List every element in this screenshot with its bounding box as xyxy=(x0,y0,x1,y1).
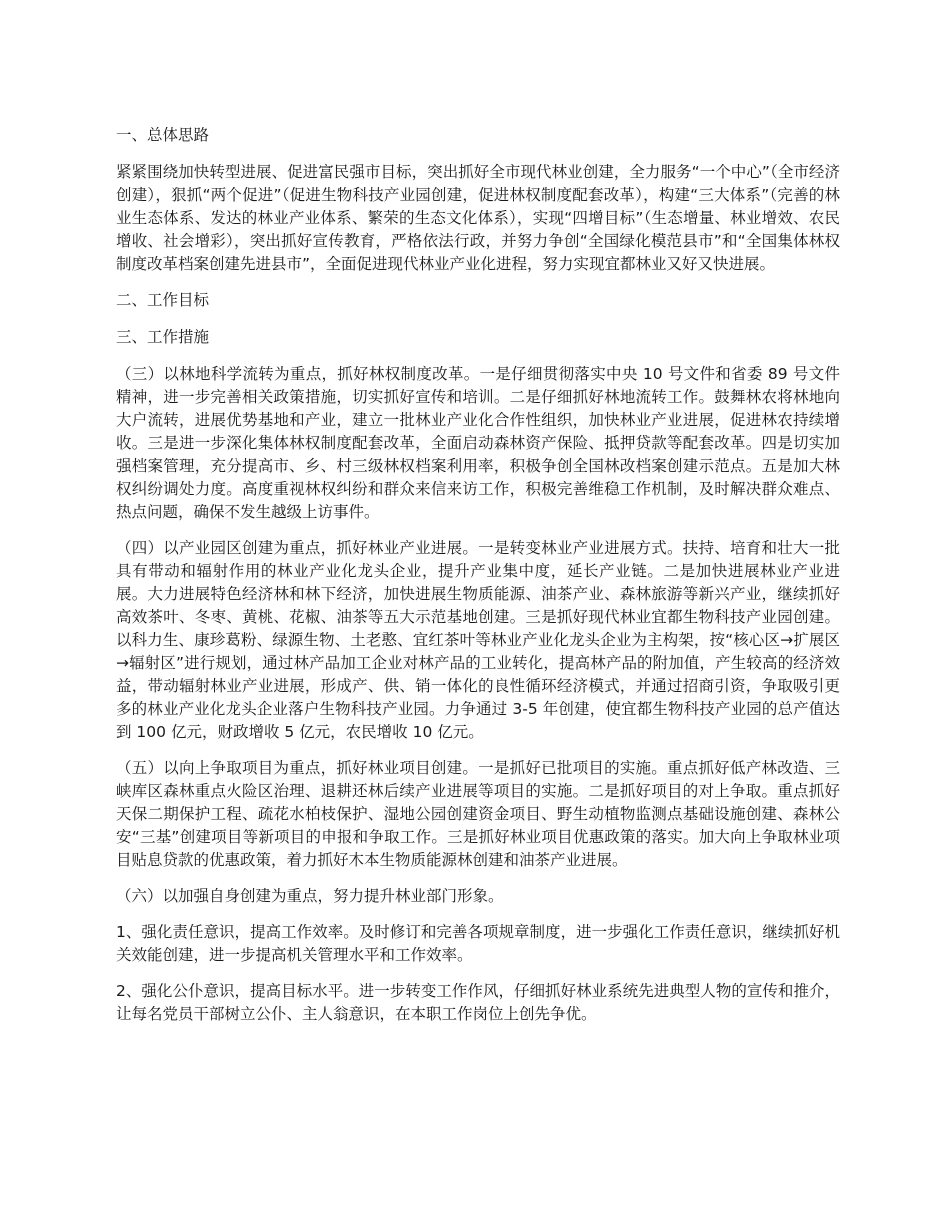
paragraph-measure-3-forest-rights: （三）以林地科学流转为重点，抓好林权制度改革。一是仔细贯彻落实中央 10 号文件和省委 89 号文件精神，进一步完善相关政策措施，切实抓好宣传和培训。二是仔细抓好林地流转工作。鼓舞林农将林地向大户流转，进展优势基地和产业，建立一批林业产业化合作性组织，加快林业产业进展，促进林农持续增收。三是进一步深化集体林权制度配套改革，全面启动森林资产保险、抵押贷款等配套改革。四是切实加强档案管理，充分提高市、乡、村三级林权档案利用率，积极争创全国林改档案创建示范点。五是加大林权纠纷调处力度。高度重视林权纠纷和群众来信来访工作，积极完善维稳工作机制，及时解决群众难点、热点问题，确保不发生越级上访事件。 xyxy=(116,365,840,521)
section-heading-overall-approach: 一、总体思路 xyxy=(116,126,210,144)
paragraph-item-2-public-servant: 2、强化公仆意识，提高目标水平。进一步转变工作作风，仔细抓好林业系统先进典型人物的宣传和推介，让每名党员干部树立公仆、主人翁意识，在本职工作岗位上创先争优。 xyxy=(116,982,840,1023)
section-heading-work-goals: 二、工作目标 xyxy=(116,291,210,309)
paragraph-overall-approach: 紧紧围绕加快转型进展、促进富民强市目标，突出抓好全市现代林业创建，全力服务“一个中心”（全市经济创建），狠抓“两个促进”（促进生物科技产业园创建，促进林权制度配套改革），构建“三大体系”（完善的林业生态体系、发达的林业产业体系、繁荣的生态文化体系），实现“四增目标”（生态增量、林业增效、农民增收、社会增彩），突出抓好宣传教育，严格依法行政，并努力争创“全国绿化模范县市”和“全国集体林权制度改革档案创建先进县市”，全面促进现代林业产业化进程，努力实现宜都林业又好又快进展。 xyxy=(116,163,840,273)
paragraph-measure-4-industry-park: （四）以产业园区创建为重点，抓好林业产业进展。一是转变林业产业进展方式。扶持、培育和壮大一批具有带动和辐射作用的林业产业化龙头企业，提升产业集中度，延长产业链。二是加快进展林业产业进展。大力进展特色经济林和林下经济，加快进展生物质能源、油茶产业、森林旅游等新兴产业，继续抓好高效茶叶、冬枣、黄桃、花椒、油茶等五大示范基地创建。三是抓好现代林业宜都生物科技产业园创建。以科力生、康珍葛粉、绿源生物、土老憨、宜红茶叶等林业产业化龙头企业为主构架，按“核心区→扩展区→辐射区”进行规划，通过林产品加工企业对林产品的工业转化，提高林产品的附加值，产生较高的经济效益，带动辐射林业产业进展，形成产、供、销一体化的良性循环经济模式，并通过招商引资，争取吸引更多的林业产业化龙头企业落户生物科技产业园。力争通过 3-5 年创建，使宜都生物科技产业园的总产值达到 100 亿元，财政增收 5 亿元，农民增收 10 亿元。 xyxy=(116,539,840,741)
document-body xyxy=(116,124,840,1039)
section-heading-work-measures: 三、工作措施 xyxy=(116,328,210,346)
paragraph-measure-5-projects: （五）以向上争取项目为重点，抓好林业项目创建。一是抓好已批项目的实施。重点抓好低产林改造、三峡库区森林重点火险区治理、退耕还林后续产业进展等项目的实施。二是抓好项目的对上争取。重点抓好天保二期保护工程、疏花水柏枝保护、湿地公园创建资金项目、野生动植物监测点基础设施创建、森林公安“三基”创建项目等新项目的申报和争取工作。三是抓好林业项目优惠政策的落实。加大向上争取林业项目贴息贷款的优惠政策，着力抓好木本生物质能源林创建和油茶产业进展。 xyxy=(116,759,840,869)
paragraph-item-1-responsibility: 1、强化责任意识，提高工作效率。及时修订和完善各项规章制度，进一步强化工作责任意识，继续抓好机关效能创建，进一步提高机关管理水平和工作效率。 xyxy=(116,923,840,964)
paragraph-measure-6-self-building: （六）以加强自身创建为重点，努力提升林业部门形象。 xyxy=(116,887,504,905)
